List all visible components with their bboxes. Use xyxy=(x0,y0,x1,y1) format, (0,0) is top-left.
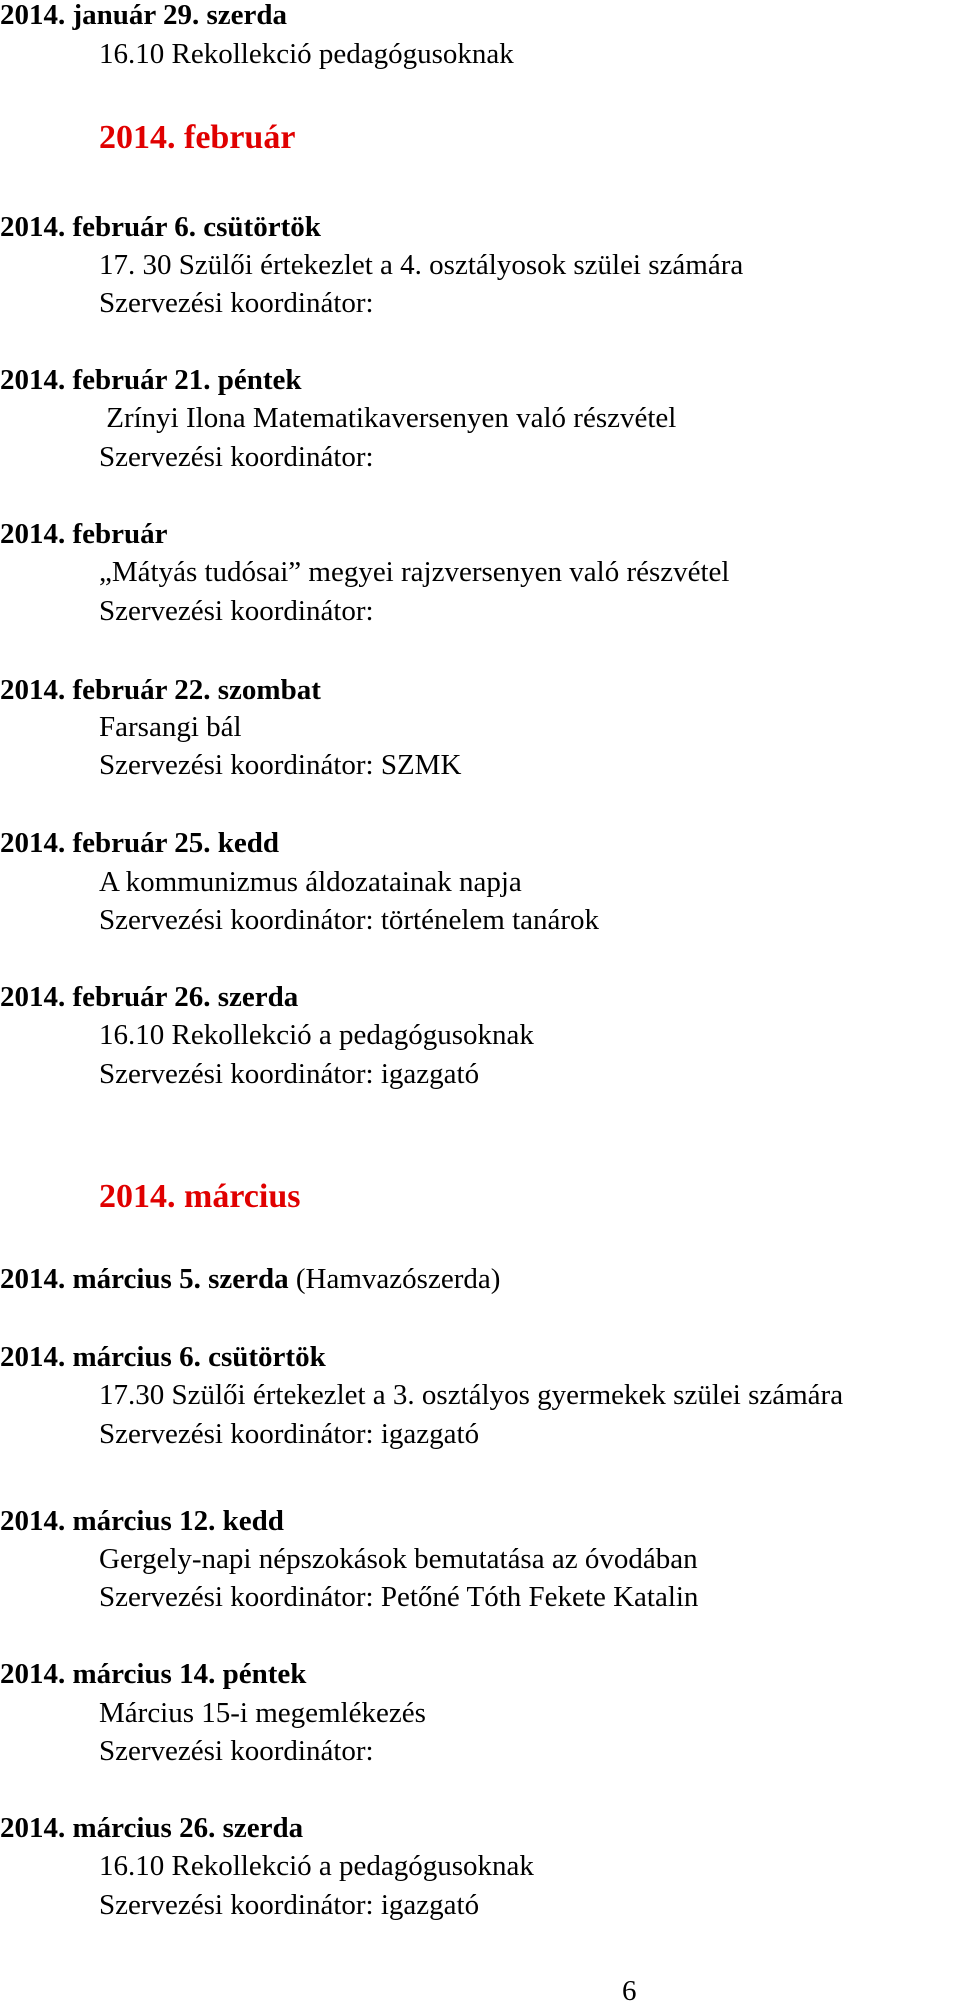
event-date: 2014. március 5. szerda xyxy=(0,1263,289,1295)
event-description: A kommunizmus áldozatainak napja xyxy=(99,866,522,898)
event-description: Zrínyi Ilona Matematikaversenyen való részvétel xyxy=(99,402,677,434)
event-note: (Hamvazószerda) xyxy=(288,1263,501,1295)
event-description: 17. 30 Szülői értekezlet a 4. osztályosok szülei számára xyxy=(99,249,744,281)
event-coordinator: Szervezési koordinátor: igazgató xyxy=(99,1889,480,1921)
event-description: 16.10 Rekollekció a pedagógusoknak xyxy=(99,1850,534,1882)
event-coordinator: Szervezési koordinátor: xyxy=(99,287,374,319)
event-date: 2014. február 26. szerda xyxy=(0,981,299,1013)
event-date: 2014. február 25. kedd xyxy=(0,827,280,859)
event-description: Március 15-i megemlékezés xyxy=(99,1697,426,1729)
event-coordinator: Szervezési koordinátor: igazgató xyxy=(99,1058,480,1090)
event-date: 2014. február 21. péntek xyxy=(0,364,302,396)
event-date: 2014. február xyxy=(0,518,168,550)
event-date: 2014. február 22. szombat xyxy=(0,674,321,706)
event-description: Gergely-napi népszokások bemutatása az óvodában xyxy=(99,1543,698,1575)
event-date-line xyxy=(0,1260,500,1298)
event-description: 16.10 Rekollekció pedagógusoknak xyxy=(99,38,514,70)
page-number: 6 xyxy=(622,1975,637,2007)
event-description: Farsangi bál xyxy=(99,711,242,743)
event-date: 2014. március 6. csütörtök xyxy=(0,1341,326,1373)
event-coordinator: Szervezési koordinátor: Petőné Tóth Fekete Katalin xyxy=(99,1581,699,1613)
event-coordinator: Szervezési koordinátor: igazgató xyxy=(99,1418,480,1450)
event-date: 2014. február 6. csütörtök xyxy=(0,211,321,243)
month-heading: 2014. február xyxy=(99,119,296,156)
event-date: 2014. március 12. kedd xyxy=(0,1505,284,1537)
event-description: 16.10 Rekollekció a pedagógusoknak xyxy=(99,1019,534,1051)
event-coordinator: Szervezési koordinátor: SZMK xyxy=(99,749,462,781)
event-description: „Mátyás tudósai” megyei rajzversenyen való részvétel xyxy=(99,556,730,588)
event-coordinator: Szervezési koordinátor: történelem tanárok xyxy=(99,904,600,936)
event-coordinator: Szervezési koordinátor: xyxy=(99,595,374,627)
event-date: 2014. március 14. péntek xyxy=(0,1658,307,1690)
event-coordinator: Szervezési koordinátor: xyxy=(99,441,374,473)
month-heading: 2014. március xyxy=(99,1178,301,1215)
event-date: 2014. március 26. szerda xyxy=(0,1812,304,1844)
event-coordinator: Szervezési koordinátor: xyxy=(99,1735,374,1767)
event-date: 2014. január 29. szerda xyxy=(0,0,288,31)
event-description: 17.30 Szülői értekezlet a 3. osztályos gyermekek szülei számára xyxy=(99,1379,844,1411)
